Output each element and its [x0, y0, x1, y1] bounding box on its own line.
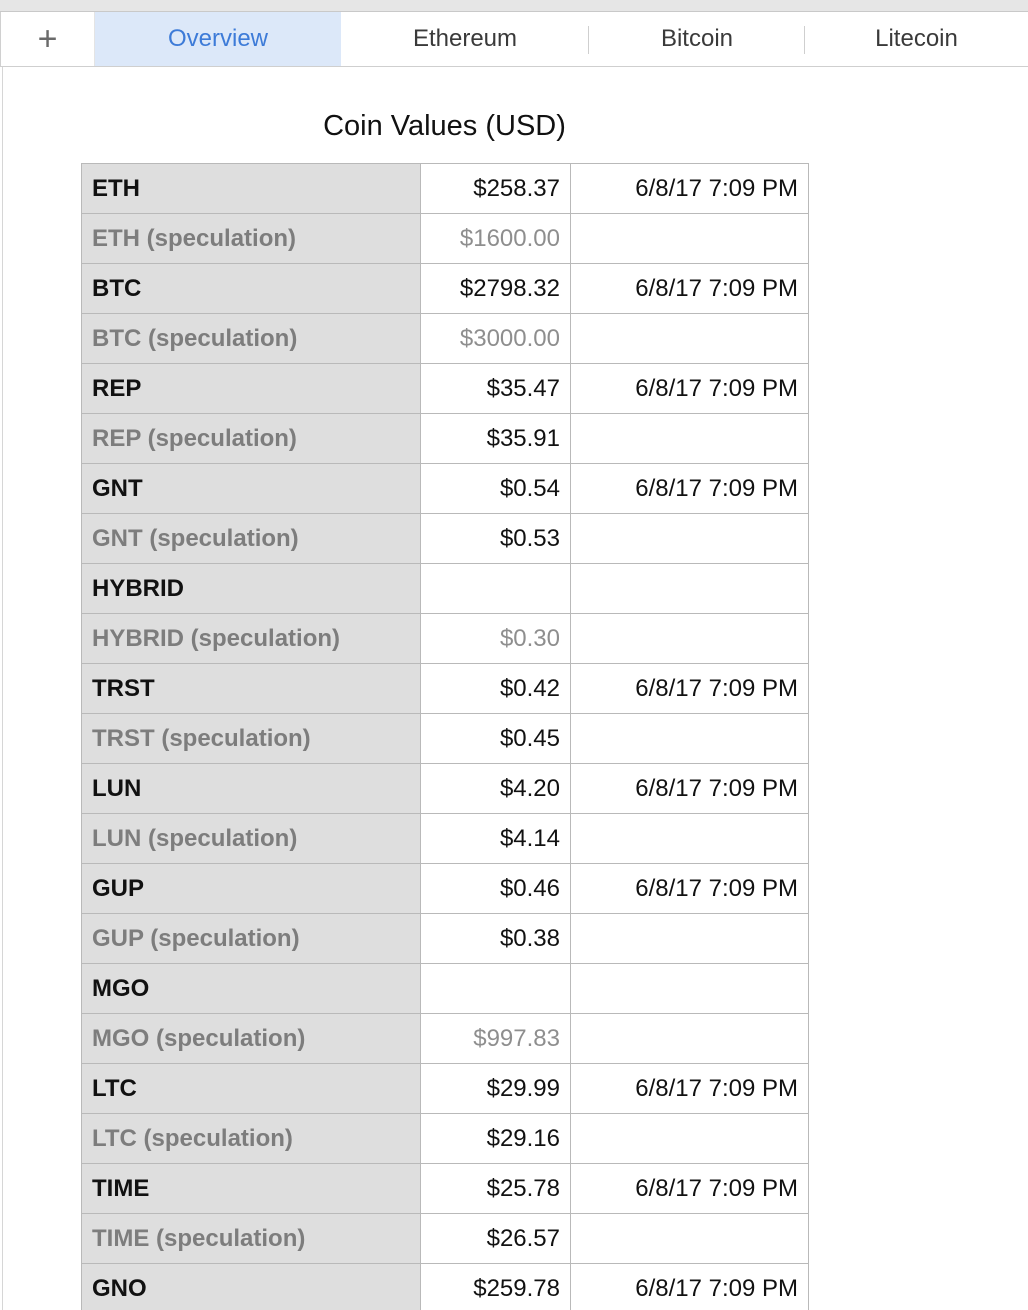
table-row[interactable] [82, 464, 809, 514]
table-row[interactable] [82, 514, 809, 564]
updated-time-cell[interactable]: 6/8/17 7:09 PM [571, 464, 809, 514]
updated-time-cell[interactable] [571, 614, 809, 664]
table-row[interactable] [82, 1114, 809, 1164]
updated-time-cell[interactable] [571, 814, 809, 864]
updated-time-cell[interactable] [571, 1214, 809, 1264]
updated-time-cell[interactable]: 6/8/17 7:09 PM [571, 1164, 809, 1214]
coin-value-cell[interactable]: $0.53 [421, 514, 571, 564]
updated-time-cell[interactable] [571, 564, 809, 614]
tab-bitcoin[interactable] [589, 12, 805, 66]
plus-icon: + [37, 19, 58, 58]
table-title: Coin Values (USD) [323, 110, 566, 142]
updated-time-cell[interactable]: 6/8/17 7:09 PM [571, 164, 809, 214]
coin-value-cell[interactable]: $26.57 [421, 1214, 571, 1264]
coin-value-cell[interactable]: $0.46 [421, 864, 571, 914]
updated-time-cell[interactable] [571, 714, 809, 764]
tab-litecoin[interactable] [805, 12, 1028, 66]
coin-value-cell[interactable]: $3000.00 [421, 314, 571, 364]
coin-name-cell[interactable]: GUP [82, 864, 421, 914]
coin-value-cell[interactable] [421, 564, 571, 614]
coin-value-cell[interactable]: $2798.32 [421, 264, 571, 314]
coin-name-cell[interactable]: BTC (speculation) [82, 314, 421, 364]
coin-value-cell[interactable]: $4.14 [421, 814, 571, 864]
coin-value-cell[interactable]: $4.20 [421, 764, 571, 814]
updated-time-cell[interactable]: 6/8/17 7:09 PM [571, 764, 809, 814]
updated-time-cell[interactable] [571, 1114, 809, 1164]
coin-value-cell[interactable]: $0.38 [421, 914, 571, 964]
tab-label: Overview [167, 25, 269, 52]
tab-label: Litecoin [875, 25, 958, 52]
table-row[interactable] [82, 164, 809, 214]
tab-overview[interactable] [95, 12, 341, 66]
table-row[interactable] [82, 764, 809, 814]
coin-name-cell[interactable]: HYBRID (speculation) [82, 614, 421, 664]
coin-value-cell[interactable]: $0.30 [421, 614, 571, 664]
coin-name-cell[interactable]: LTC [82, 1064, 421, 1114]
updated-time-cell[interactable]: 6/8/17 7:09 PM [571, 864, 809, 914]
window-top-strip [0, 0, 1028, 12]
coin-name-cell[interactable]: ETH (speculation) [82, 214, 421, 264]
coin-name-cell[interactable]: TIME [82, 1164, 421, 1214]
coin-name-cell[interactable]: GUP (speculation) [82, 914, 421, 964]
table-row[interactable] [82, 914, 809, 964]
table-row[interactable] [82, 1014, 809, 1064]
coin-value-cell[interactable]: $25.78 [421, 1164, 571, 1214]
table-row[interactable] [82, 264, 809, 314]
coin-name-cell[interactable]: MGO [82, 964, 421, 1014]
coin-name-cell[interactable]: LUN [82, 764, 421, 814]
coin-name-cell[interactable]: LUN (speculation) [82, 814, 421, 864]
updated-time-cell[interactable]: 6/8/17 7:09 PM [571, 1264, 809, 1310]
coin-value-cell[interactable]: $258.37 [421, 164, 571, 214]
coin-value-cell[interactable]: $35.47 [421, 364, 571, 414]
table-row[interactable] [82, 214, 809, 264]
coin-values-table[interactable] [81, 163, 809, 1310]
coin-name-cell[interactable]: TRST (speculation) [82, 714, 421, 764]
coin-name-cell[interactable]: LTC (speculation) [82, 1114, 421, 1164]
coin-value-cell[interactable] [421, 964, 571, 1014]
tab-label: Bitcoin [660, 25, 734, 52]
table-row[interactable] [82, 1214, 809, 1264]
coin-name-cell[interactable]: GNT (speculation) [82, 514, 421, 564]
updated-time-cell[interactable] [571, 214, 809, 264]
table-row[interactable] [82, 364, 809, 414]
updated-time-cell[interactable] [571, 914, 809, 964]
coin-name-cell[interactable]: GNT [82, 464, 421, 514]
coin-value-cell[interactable]: $0.42 [421, 664, 571, 714]
updated-time-cell[interactable] [571, 314, 809, 364]
updated-time-cell[interactable]: 6/8/17 7:09 PM [571, 664, 809, 714]
table-row[interactable] [82, 964, 809, 1014]
coin-name-cell[interactable]: MGO (speculation) [82, 1014, 421, 1064]
coin-name-cell[interactable]: TIME (speculation) [82, 1214, 421, 1264]
tab-label: Ethereum [412, 25, 518, 52]
coin-name-cell[interactable]: REP [82, 364, 421, 414]
coin-name-cell[interactable]: TRST [82, 664, 421, 714]
table-row[interactable] [82, 1064, 809, 1114]
add-sheet-button[interactable] [0, 12, 95, 66]
updated-time-cell[interactable] [571, 514, 809, 564]
table-row[interactable] [82, 864, 809, 914]
table-row[interactable] [82, 414, 809, 464]
updated-time-cell[interactable] [571, 1014, 809, 1064]
updated-time-cell[interactable]: 6/8/17 7:09 PM [571, 264, 809, 314]
coin-value-cell[interactable]: $997.83 [421, 1014, 571, 1064]
coin-value-cell[interactable]: $29.16 [421, 1114, 571, 1164]
coin-value-cell[interactable]: $35.91 [421, 414, 571, 464]
table-row[interactable] [82, 614, 809, 664]
coin-value-cell[interactable]: $259.78 [421, 1264, 571, 1310]
coin-name-cell[interactable]: GNO [82, 1264, 421, 1310]
updated-time-cell[interactable] [571, 964, 809, 1014]
updated-time-cell[interactable]: 6/8/17 7:09 PM [571, 1064, 809, 1114]
table-row[interactable] [82, 564, 809, 614]
table-row[interactable] [82, 314, 809, 364]
coin-name-cell[interactable]: BTC [82, 264, 421, 314]
coin-value-cell[interactable]: $29.99 [421, 1064, 571, 1114]
coin-name-cell[interactable]: ETH [82, 164, 421, 214]
coin-value-cell[interactable]: $1600.00 [421, 214, 571, 264]
coin-name-cell[interactable]: REP (speculation) [82, 414, 421, 464]
updated-time-cell[interactable] [571, 414, 809, 464]
canvas-left-border [2, 67, 3, 1310]
table-row[interactable] [82, 664, 809, 714]
coin-value-cell[interactable]: $0.54 [421, 464, 571, 514]
tab-ethereum[interactable] [341, 12, 589, 66]
table-row[interactable] [82, 1264, 809, 1310]
sheet-tab-bar [0, 12, 1028, 67]
coin-value-cell[interactable]: $0.45 [421, 714, 571, 764]
table-row[interactable] [82, 714, 809, 764]
table-row[interactable] [82, 814, 809, 864]
updated-time-cell[interactable]: 6/8/17 7:09 PM [571, 364, 809, 414]
coin-name-cell[interactable]: HYBRID [82, 564, 421, 614]
table-row[interactable] [82, 1164, 809, 1214]
